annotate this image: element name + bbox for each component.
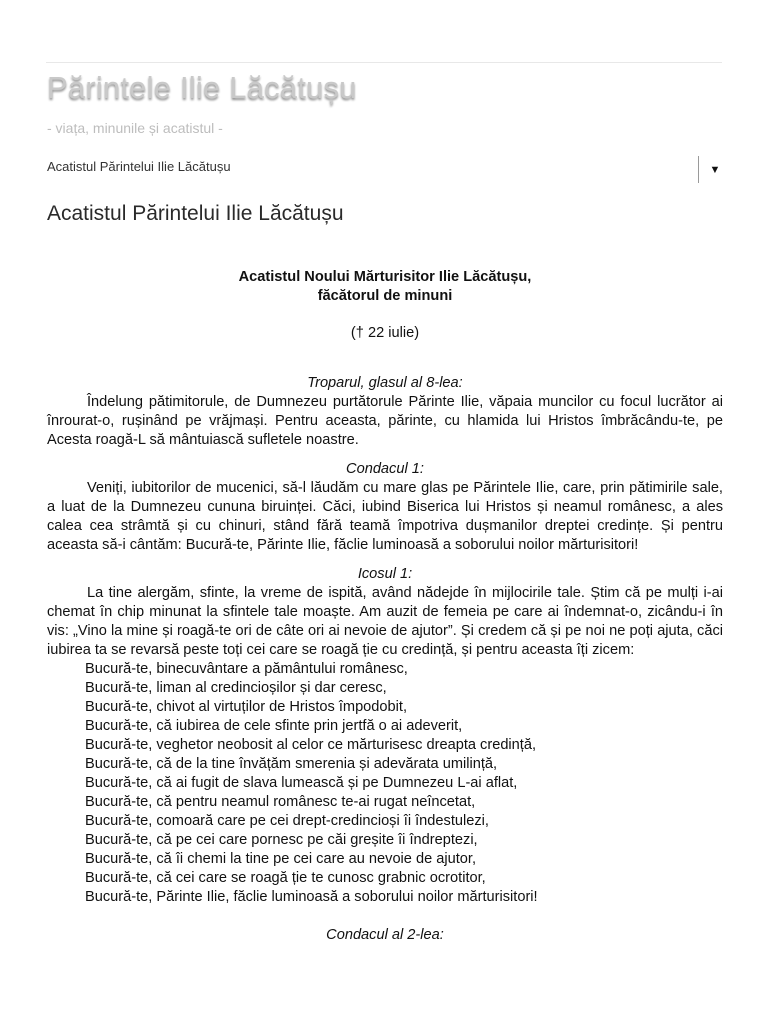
litany-line: Bucură-te, comoară care pe cei drept-credincioși îi îndestulezi,	[85, 813, 489, 829]
litany-line: Bucură-te, că cei care se roagă ție te cunosc grabnic ocrotitor,	[85, 870, 486, 886]
page-title: Acatistul Părintelui Ilie Lăcătușu	[47, 202, 344, 225]
header-divider	[46, 62, 722, 63]
troparul-text: Îndelung pătimitorule, de Dumnezeu purtătorule Părinte Ilie, văpaia muncilor cu focul lucrător ai înrourat-o, rușinând pe vrăjmași. Pentru aceasta, părinte, cu hlamida lui Hristos îmbrăcându-te, pe Acesta roagă-L să mântuiască sufletele noastre.	[47, 394, 723, 448]
condac1-title: Condacul 1:	[346, 461, 424, 477]
akathist-document	[47, 268, 723, 945]
document-heading-line2: făcătorul de minuni	[317, 288, 453, 304]
litany-line: Bucură-te, că îi chemi la tine pe cei care au nevoie de ajutor,	[85, 851, 477, 867]
nav-current-page[interactable]: Acatistul Părintelui Ilie Lăcătușu	[47, 159, 231, 174]
document-heading-line1: Acatistul Noului Mărturisitor Ilie Lăcătușu,	[238, 269, 532, 285]
litany-line: Bucură-te, Părinte Ilie, făclie luminoasă a soborului noilor mărturisitori!	[85, 889, 538, 905]
nav-separator	[698, 156, 699, 183]
litany-line: Bucură-te, veghetor neobosit al celor ce mărturisesc dreapta credință,	[85, 737, 537, 753]
site-tagline: - viața, minunile și acatistul -	[47, 120, 223, 136]
litany-line: Bucură-te, că iubirea de cele sfinte prin jertfă o ai adeverit,	[85, 718, 463, 734]
litany-line: Bucură-te, chivot al virtuților de Hristos împodobit,	[85, 699, 408, 715]
site-title[interactable]: Părintele Ilie Lăcătușu	[47, 70, 357, 105]
litany-line: Bucură-te, că ai fugit de slava lumească și pe Dumnezeu L-ai aflat,	[85, 775, 518, 791]
troparul-title: Troparul, glasul al 8-lea:	[307, 375, 463, 391]
feast-date: († 22 iulie)	[350, 325, 420, 341]
litany-line: Bucură-te, binecuvântare a pământului românesc,	[85, 661, 408, 677]
litany-line: Bucură-te, că de la tine învățăm smerenia și adevărata umilință,	[85, 756, 498, 772]
icos1-title: Icosul 1:	[357, 566, 413, 582]
icos1-text: La tine alergăm, sfinte, la vreme de ispită, având nădejde în mijlocirile tale. Știm că pe mulți i-ai chemat în chip minunat la sfintele tale moaște. Am auzit de femeia pe care ai îndemnat-o, zicându-i în vis: „Vino la mine și roagă-te ori de câte ori ai nevoie de ajutor”. Și credem că și pe noi ne poți ajuta, căci iubirea ta se revarsă peste toți cei care se roagă ție cu credință, și pentru aceasta îți zicem:	[47, 585, 723, 658]
condac2-title: Condacul al 2-lea:	[326, 927, 444, 943]
litany-line: Bucură-te, liman al credincioșilor și dar ceresc,	[85, 680, 387, 696]
condac1-text: Veniți, iubitorilor de mucenici, să-l lăudăm cu mare glas pe Părintele Ilie, care, prin pătimirile sale, a luat de la Dumnezeu cununa biruinței. Căci, iubind Biserica lui Hristos și neamul românesc, a ales calea cea strâmtă și cu chinuri, stând fără teamă împotriva dușmanilor dreptei credințe. Și pentru aceasta să-i cântăm: Bucură-te, Părinte Ilie, făclie luminoasă a soborului noilor mărturisitori!	[47, 480, 723, 553]
litany-list	[47, 660, 723, 907]
menu-dropdown-icon[interactable]: ▼	[709, 164, 721, 176]
litany-line: Bucură-te, că pe cei care pornesc pe căi greșite îi îndreptezi,	[85, 832, 478, 848]
litany-line: Bucură-te, că pentru neamul românesc te-ai rugat neîncetat,	[85, 794, 476, 810]
